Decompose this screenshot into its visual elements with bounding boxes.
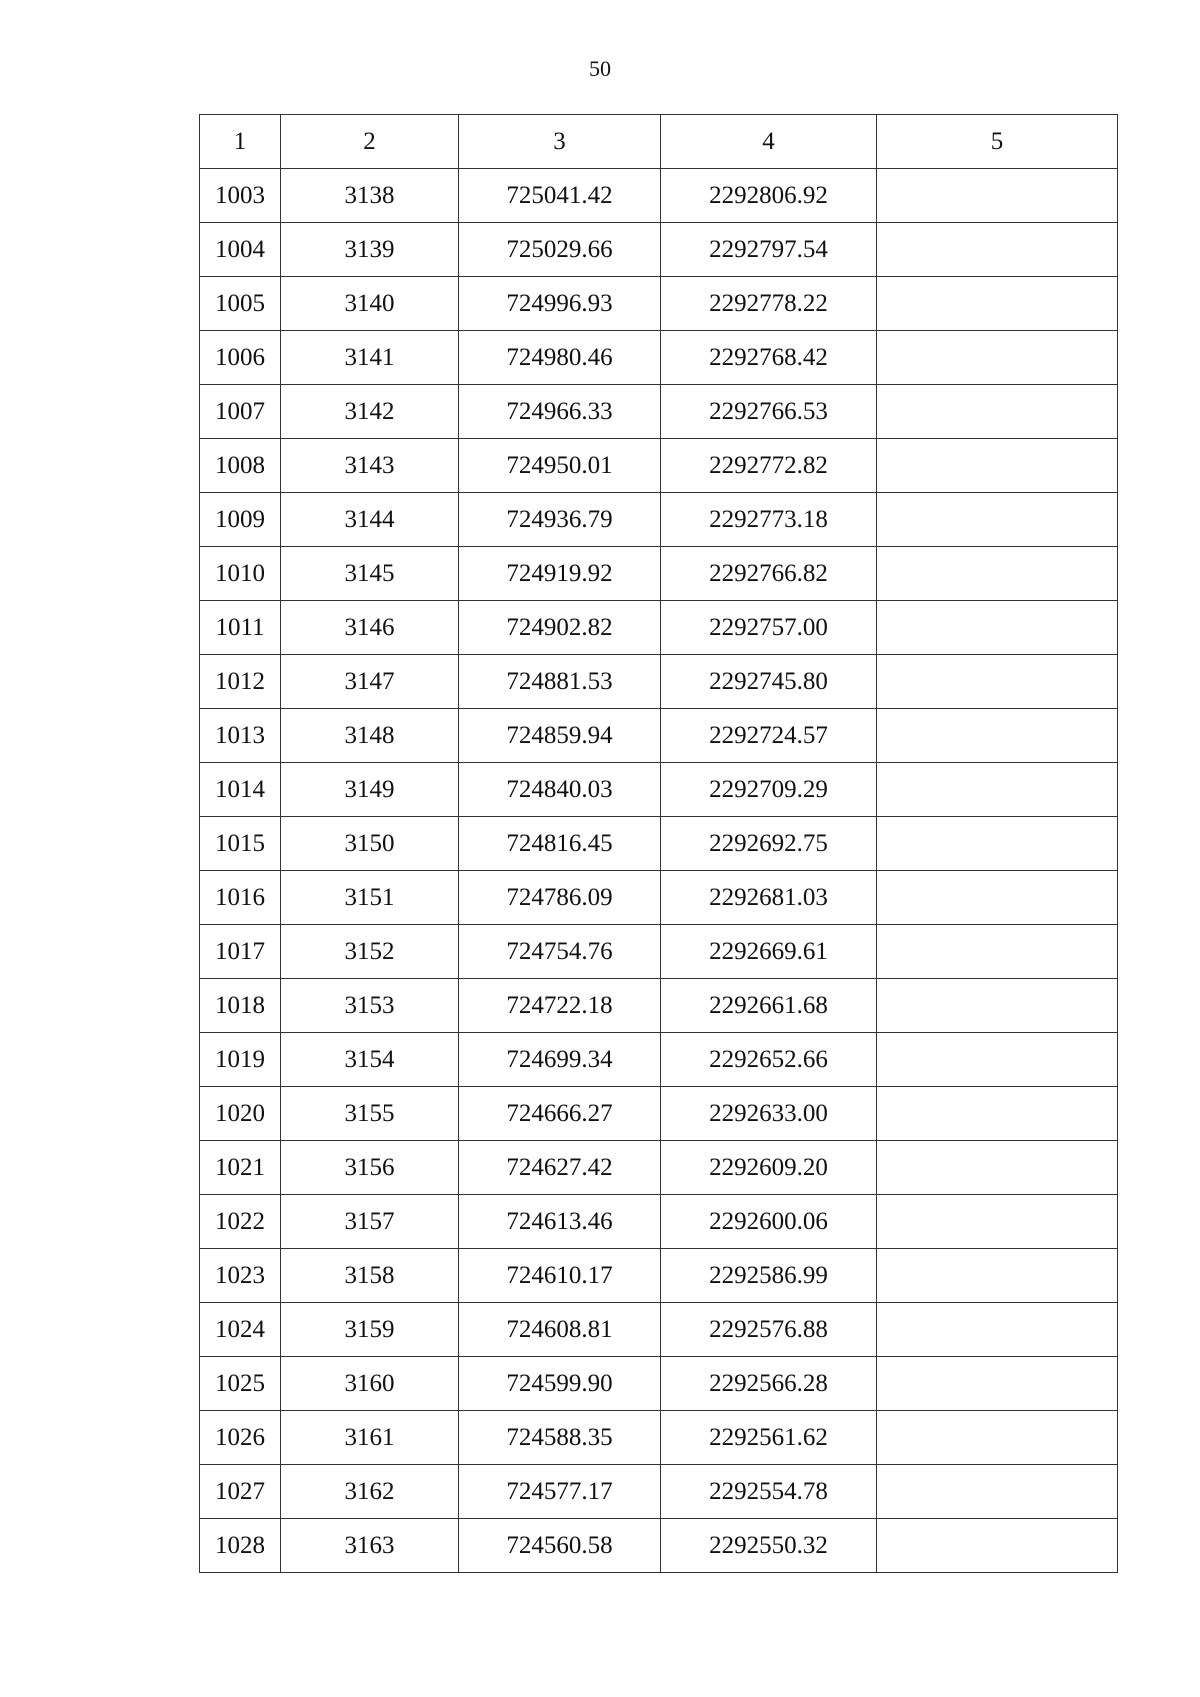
x-coordinate-cell: 724816.45 (459, 817, 661, 871)
point-number-cell: 3153 (281, 979, 459, 1033)
x-coordinate-cell: 725029.66 (459, 223, 661, 277)
header-cell-4: 4 (661, 115, 877, 169)
row-number-cell: 1026 (200, 1411, 281, 1465)
y-coordinate-cell: 2292768.42 (661, 331, 877, 385)
point-number-cell: 3138 (281, 169, 459, 223)
row-number-cell: 1025 (200, 1357, 281, 1411)
y-coordinate-cell: 2292566.28 (661, 1357, 877, 1411)
table-row (200, 1249, 1118, 1303)
point-number-cell: 3160 (281, 1357, 459, 1411)
note-cell (877, 277, 1118, 331)
page-number: 50 (589, 56, 611, 81)
x-coordinate-cell: 724613.46 (459, 1195, 661, 1249)
point-number-cell: 3158 (281, 1249, 459, 1303)
x-coordinate-cell: 724786.09 (459, 871, 661, 925)
x-coordinate-cell: 724599.90 (459, 1357, 661, 1411)
table-row (200, 169, 1118, 223)
point-number-cell: 3149 (281, 763, 459, 817)
point-number-cell: 3151 (281, 871, 459, 925)
row-number-cell: 1028 (200, 1519, 281, 1573)
note-cell (877, 601, 1118, 655)
x-coordinate-cell: 724966.33 (459, 385, 661, 439)
x-coordinate-cell: 724840.03 (459, 763, 661, 817)
y-coordinate-cell: 2292745.80 (661, 655, 877, 709)
note-cell (877, 1465, 1118, 1519)
table-row (200, 1519, 1118, 1573)
header-cell-1: 1 (200, 115, 281, 169)
note-cell (877, 1249, 1118, 1303)
note-cell (877, 1519, 1118, 1573)
table-row (200, 1033, 1118, 1087)
header-cell-5: 5 (877, 115, 1118, 169)
note-cell (877, 439, 1118, 493)
y-coordinate-cell: 2292600.06 (661, 1195, 877, 1249)
point-number-cell: 3159 (281, 1303, 459, 1357)
row-number-cell: 1021 (200, 1141, 281, 1195)
y-coordinate-cell: 2292652.66 (661, 1033, 877, 1087)
row-number-cell: 1019 (200, 1033, 281, 1087)
y-coordinate-cell: 2292766.53 (661, 385, 877, 439)
y-coordinate-cell: 2292773.18 (661, 493, 877, 547)
row-number-cell: 1010 (200, 547, 281, 601)
note-cell (877, 1087, 1118, 1141)
table-row (200, 1357, 1118, 1411)
table-row (200, 1465, 1118, 1519)
x-coordinate-cell: 724859.94 (459, 709, 661, 763)
x-coordinate-cell: 724588.35 (459, 1411, 661, 1465)
note-cell (877, 709, 1118, 763)
x-coordinate-cell: 724608.81 (459, 1303, 661, 1357)
table-row (200, 1087, 1118, 1141)
point-number-cell: 3162 (281, 1465, 459, 1519)
row-number-cell: 1005 (200, 277, 281, 331)
x-coordinate-cell: 724996.93 (459, 277, 661, 331)
note-cell (877, 1303, 1118, 1357)
y-coordinate-cell: 2292806.92 (661, 169, 877, 223)
point-number-cell: 3163 (281, 1519, 459, 1573)
table-row (200, 817, 1118, 871)
point-number-cell: 3154 (281, 1033, 459, 1087)
row-number-cell: 1004 (200, 223, 281, 277)
table-body (200, 169, 1118, 1573)
point-number-cell: 3157 (281, 1195, 459, 1249)
note-cell (877, 1195, 1118, 1249)
table-row (200, 439, 1118, 493)
header-cell-3: 3 (459, 115, 661, 169)
row-number-cell: 1003 (200, 169, 281, 223)
point-number-cell: 3140 (281, 277, 459, 331)
x-coordinate-cell: 724881.53 (459, 655, 661, 709)
note-cell (877, 169, 1118, 223)
note-cell (877, 1141, 1118, 1195)
point-number-cell: 3148 (281, 709, 459, 763)
table-row (200, 709, 1118, 763)
table-row (200, 655, 1118, 709)
table-row (200, 385, 1118, 439)
row-number-cell: 1006 (200, 331, 281, 385)
x-coordinate-cell: 724754.76 (459, 925, 661, 979)
point-number-cell: 3155 (281, 1087, 459, 1141)
header-cell-2: 2 (281, 115, 459, 169)
y-coordinate-cell: 2292692.75 (661, 817, 877, 871)
row-number-cell: 1008 (200, 439, 281, 493)
y-coordinate-cell: 2292757.00 (661, 601, 877, 655)
x-coordinate-cell: 724666.27 (459, 1087, 661, 1141)
row-number-cell: 1023 (200, 1249, 281, 1303)
table-header (200, 115, 1118, 169)
row-number-cell: 1012 (200, 655, 281, 709)
y-coordinate-cell: 2292661.68 (661, 979, 877, 1033)
y-coordinate-cell: 2292561.62 (661, 1411, 877, 1465)
table-row (200, 1303, 1118, 1357)
note-cell (877, 925, 1118, 979)
x-coordinate-cell: 724627.42 (459, 1141, 661, 1195)
y-coordinate-cell: 2292797.54 (661, 223, 877, 277)
note-cell (877, 1033, 1118, 1087)
x-coordinate-cell: 724610.17 (459, 1249, 661, 1303)
x-coordinate-cell: 724902.82 (459, 601, 661, 655)
table-row (200, 547, 1118, 601)
note-cell (877, 493, 1118, 547)
row-number-cell: 1018 (200, 979, 281, 1033)
point-number-cell: 3152 (281, 925, 459, 979)
y-coordinate-cell: 2292576.88 (661, 1303, 877, 1357)
row-number-cell: 1017 (200, 925, 281, 979)
row-number-cell: 1016 (200, 871, 281, 925)
table-row (200, 979, 1118, 1033)
y-coordinate-cell: 2292778.22 (661, 277, 877, 331)
note-cell (877, 979, 1118, 1033)
note-cell (877, 1411, 1118, 1465)
y-coordinate-cell: 2292633.00 (661, 1087, 877, 1141)
note-cell (877, 763, 1118, 817)
note-cell (877, 1357, 1118, 1411)
table-row (200, 871, 1118, 925)
table-row (200, 493, 1118, 547)
point-number-cell: 3144 (281, 493, 459, 547)
point-number-cell: 3143 (281, 439, 459, 493)
x-coordinate-cell: 725041.42 (459, 169, 661, 223)
table-row (200, 277, 1118, 331)
point-number-cell: 3147 (281, 655, 459, 709)
note-cell (877, 817, 1118, 871)
x-coordinate-cell: 724919.92 (459, 547, 661, 601)
table-row (200, 925, 1118, 979)
point-number-cell: 3141 (281, 331, 459, 385)
table-row (200, 1411, 1118, 1465)
y-coordinate-cell: 2292586.99 (661, 1249, 877, 1303)
row-number-cell: 1013 (200, 709, 281, 763)
note-cell (877, 871, 1118, 925)
y-coordinate-cell: 2292609.20 (661, 1141, 877, 1195)
note-cell (877, 223, 1118, 277)
note-cell (877, 655, 1118, 709)
point-number-cell: 3146 (281, 601, 459, 655)
row-number-cell: 1014 (200, 763, 281, 817)
row-number-cell: 1009 (200, 493, 281, 547)
y-coordinate-cell: 2292681.03 (661, 871, 877, 925)
x-coordinate-cell: 724950.01 (459, 439, 661, 493)
point-number-cell: 3156 (281, 1141, 459, 1195)
point-number-cell: 3161 (281, 1411, 459, 1465)
x-coordinate-cell: 724577.17 (459, 1465, 661, 1519)
x-coordinate-cell: 724936.79 (459, 493, 661, 547)
table-row (200, 223, 1118, 277)
point-number-cell: 3142 (281, 385, 459, 439)
row-number-cell: 1020 (200, 1087, 281, 1141)
y-coordinate-cell: 2292550.32 (661, 1519, 877, 1573)
row-number-cell: 1015 (200, 817, 281, 871)
row-number-cell: 1024 (200, 1303, 281, 1357)
note-cell (877, 331, 1118, 385)
x-coordinate-cell: 724699.34 (459, 1033, 661, 1087)
y-coordinate-cell: 2292772.82 (661, 439, 877, 493)
coordinates-table (199, 114, 1118, 1573)
row-number-cell: 1011 (200, 601, 281, 655)
row-number-cell: 1027 (200, 1465, 281, 1519)
y-coordinate-cell: 2292554.78 (661, 1465, 877, 1519)
point-number-cell: 3150 (281, 817, 459, 871)
row-number-cell: 1022 (200, 1195, 281, 1249)
table-row (200, 1195, 1118, 1249)
table-row (200, 331, 1118, 385)
point-number-cell: 3145 (281, 547, 459, 601)
table-row (200, 763, 1118, 817)
x-coordinate-cell: 724560.58 (459, 1519, 661, 1573)
note-cell (877, 385, 1118, 439)
x-coordinate-cell: 724980.46 (459, 331, 661, 385)
row-number-cell: 1007 (200, 385, 281, 439)
table-row (200, 1141, 1118, 1195)
y-coordinate-cell: 2292669.61 (661, 925, 877, 979)
y-coordinate-cell: 2292766.82 (661, 547, 877, 601)
header-row (200, 115, 1118, 169)
y-coordinate-cell: 2292709.29 (661, 763, 877, 817)
x-coordinate-cell: 724722.18 (459, 979, 661, 1033)
y-coordinate-cell: 2292724.57 (661, 709, 877, 763)
table-row (200, 601, 1118, 655)
point-number-cell: 3139 (281, 223, 459, 277)
note-cell (877, 547, 1118, 601)
